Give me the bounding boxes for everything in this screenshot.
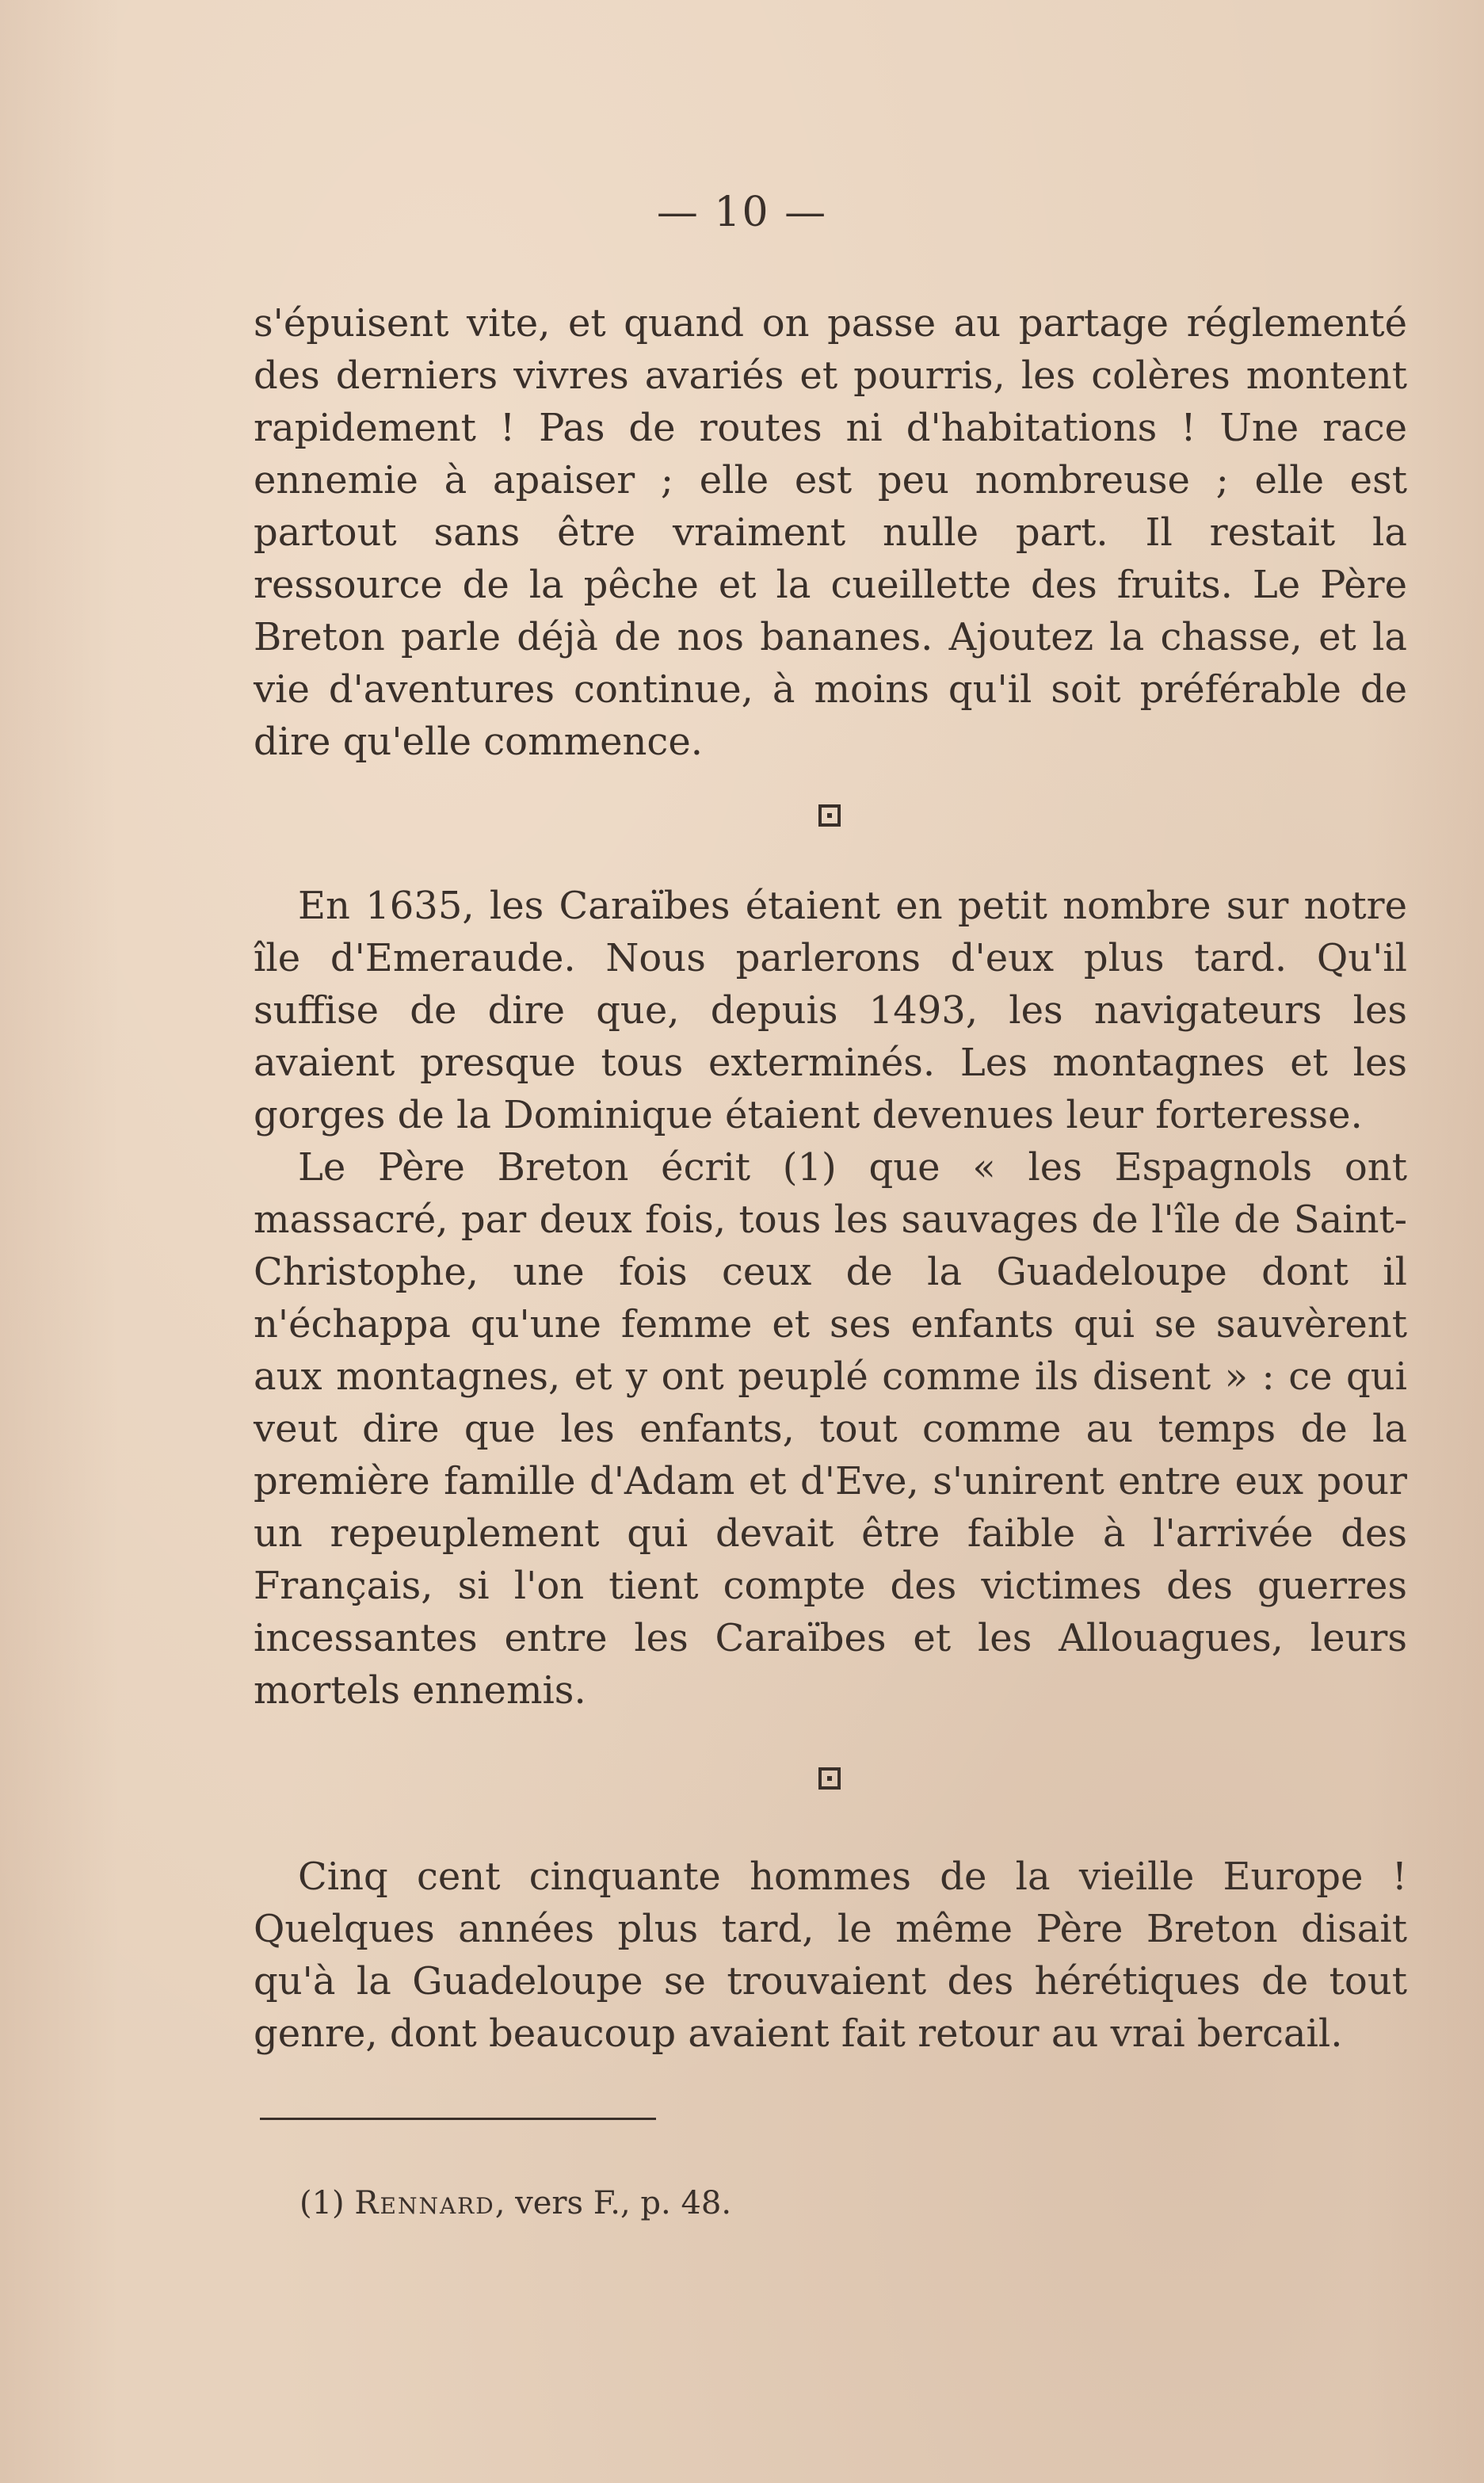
paragraph: Le Père Breton écrit (1) que « les Espagnols ont massacré, par deux fois, tous les sauvages de l'île de Saint-Christophe, une fois ceux de la Guadeloupe dont il n'échappa qu'une femme et ses enfants qui se sauvèrent aux montagnes, et y ont peuplé comme ils disent » : ce qui veut dire que les enfants, tout comme au temps de la première famille d'Adam et d'Eve, s'unirent entre eux pour un repeuplement qui devait être faible à l'arrivée des Français, si l'on tient compte des victimes des guerres incessantes entre les Caraïbes et les Allouagues, leurs mortels ennemis. (254, 1145, 1407, 1713)
footnote-reference: , vers F., p. 48. (494, 2185, 732, 2221)
footnote-rule (260, 2118, 656, 2120)
page-number: — 10 — (656, 189, 828, 236)
text-block (254, 1851, 1407, 2060)
footnote-author: Rennard (354, 2185, 495, 2221)
section-break-ornament (818, 1767, 841, 1790)
text-block (254, 297, 1407, 768)
paragraph: Cinq cent cinquante hommes de la vieille Europe ! Quelques années plus tard, le même Père Breton disait qu'à la Guadeloupe se trouvaient des hérétiques de tout genre, dont beaucoup avaient fait retour au vrai bercail. (254, 1855, 1407, 2056)
paragraph: En 1635, les Caraïbes étaient en petit nombre sur notre île d'Emeraude. Nous parlerons d'eux plus tard. Qu'il suffise de dire que, depuis 1493, les navigateurs les avaient presque tous exterminés. Les montagnes et les gorges de la Dominique étaient devenues leur forteresse. (254, 884, 1407, 1137)
footnote-marker: (1) (299, 2185, 345, 2221)
text-block (254, 880, 1407, 1717)
section-break-ornament (818, 804, 841, 827)
paragraph: s'épuisent vite, et quand on passe au partage réglementé des derniers vivres avariés et pourris, les colères montent rapidement ! Pas de routes ni d'habitations ! Une race ennemie à apaiser ; elle est peu nombreuse ; elle est partout sans être vraiment nulle part. Il restait la ressource de la pêche et la cueillette des fruits. Le Père Breton parle déjà de nos bananes. Ajoutez la chasse, et la vie d'aventures continue, à moins qu'il soit préférable de dire qu'elle commence. (254, 301, 1407, 764)
footnote (299, 2183, 731, 2224)
